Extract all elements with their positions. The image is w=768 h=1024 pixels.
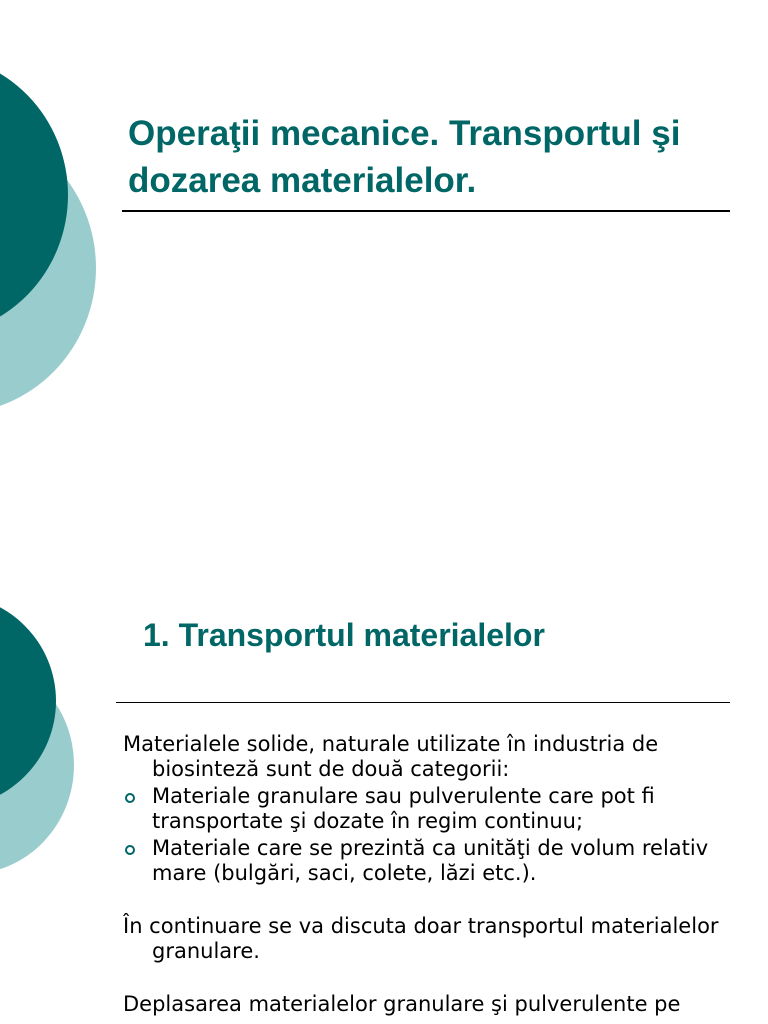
paragraph: În continuare se va discuta doar transportul materialelor granulare. — [123, 914, 719, 963]
title-divider — [122, 210, 730, 212]
bullet-list — [123, 784, 733, 886]
hollow-circle-bullet-icon — [125, 793, 135, 803]
slide-title: 1. Transportul materialelor — [143, 617, 545, 653]
list-item — [123, 784, 733, 834]
title-divider — [116, 702, 730, 703]
paragraph: Deplasarea materialelor granulare şi pulverulente pe — [123, 992, 681, 1016]
intro-paragraph: Materialele solide, naturale utilizate în industria de biosinteză sunt de două categorii: — [123, 732, 659, 781]
bullet-text: Materiale granulare sau pulverulente care pot fi transportate şi dozate în regim continuu; — [152, 784, 655, 833]
hollow-circle-bullet-icon — [125, 845, 135, 855]
slide-body — [123, 732, 733, 1017]
list-item — [123, 836, 733, 886]
slide-2 — [0, 560, 768, 1024]
bullet-text: Materiale care se prezintă ca unităţi de volum relativ mare (bulgări, saci, colete, lăzi etc.). — [152, 836, 709, 885]
slide-title: Operaţii mecanice. Transportul şi dozarea materialelor. — [128, 114, 681, 200]
